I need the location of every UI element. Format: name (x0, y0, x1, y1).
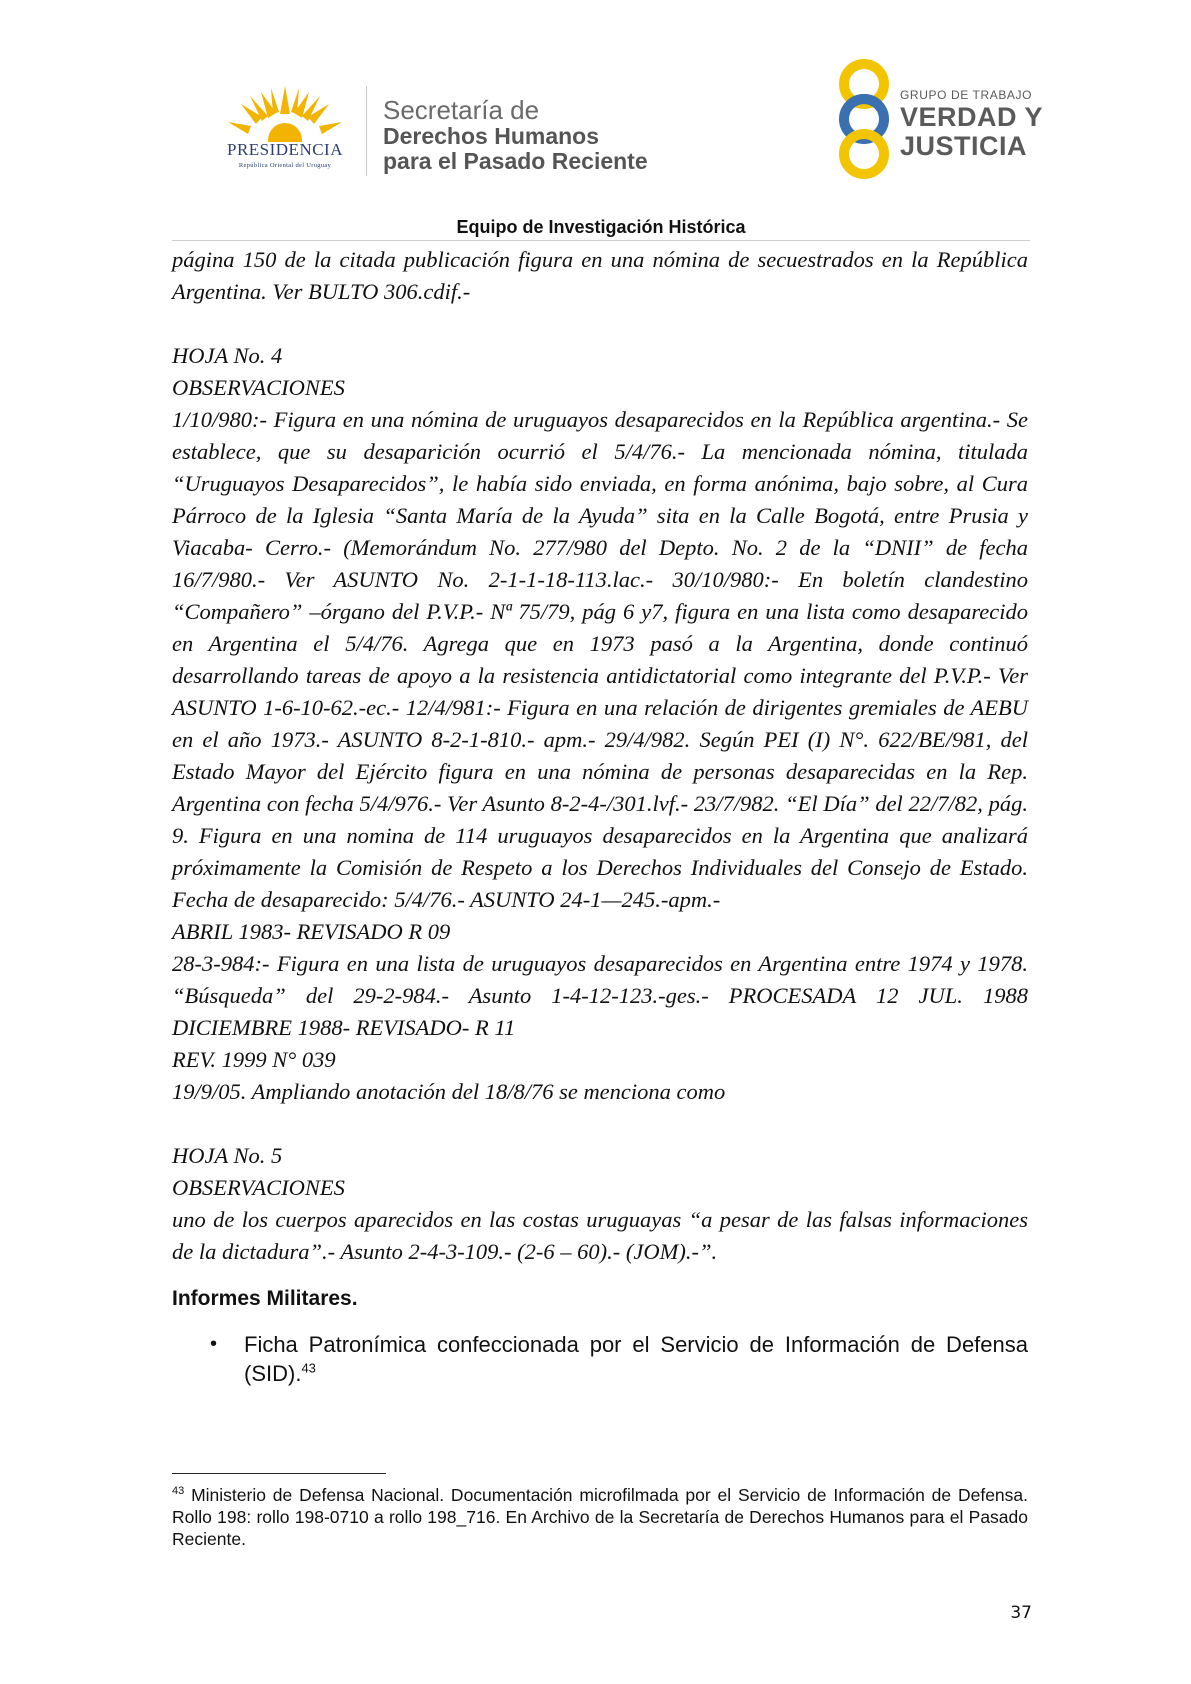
page-number: 37 (1010, 1603, 1032, 1623)
list-item (210, 1330, 1028, 1388)
secretaria-line2: Derechos Humanos (383, 123, 600, 149)
team-title: Equipo de Investigación Histórica (456, 217, 746, 237)
secretaria-line1: Secretaría de (383, 95, 540, 125)
grupo-trabajo-label: GRUPO DE TRABAJO (900, 88, 1033, 102)
hoja5-subtitle: OBSERVACIONES (172, 1175, 345, 1200)
logo-divider (366, 86, 367, 176)
grupo-trabajo-text (900, 88, 1043, 161)
intro-paragraph: página 150 de la citada publicación figura en una nómina de secuestrados en la República Argentina. Ver BULTO 306.cdif.- (172, 247, 1028, 304)
presidencia-logo (205, 84, 365, 176)
footnote-reference[interactable]: 43 (301, 1360, 316, 1376)
footnote-text: Ministerio de Defensa Nacional. Documentación microfilmada por el Servicio de Información de Defensa. Rollo 198: rollo 198-0710 a rollo 198_716. En Archivo de la Secretaría de Derechos Humanos para el Pasado Reciente. (172, 1485, 1028, 1549)
hoja5-paragraph: uno de los cuerpos aparecidos en las costas uruguayas “a pesar de las falsas informaciones de la dictadura”.- Asunto 2-4-3-109.- (2-6 – 60).- (JOM).-”. (172, 1207, 1028, 1264)
hoja4-paragraph2: 28-3-984:- Figura en una lista de uruguayos desaparecidos en Argentina entre 1974 y 1978. “Búsqueda” del 29-2-984.- Asunto 1-4-12-123.-ges.- PROCESADA 12 JUL. 1988 DICIEMBRE 1988- REVISADO- R 11 (172, 951, 1028, 1040)
hoja4-revision2: REV. 1999 N° 039 (172, 1047, 336, 1072)
hoja5-title: HOJA No. 5 (172, 1143, 283, 1168)
bullet-text: Ficha Patronímica confeccionada por el Servicio de Información de Defensa (SID). (244, 1332, 1028, 1386)
hoja4-last-line: 19/9/05. Ampliando anotación del 18/8/76 se menciona como (172, 1079, 726, 1104)
sun-icon (223, 84, 347, 142)
bullet-list (172, 1330, 1028, 1388)
spacer (172, 308, 1028, 340)
spacer (172, 1108, 1028, 1140)
footnote-rule (172, 1473, 386, 1474)
presidencia-subtitle: República Oriental del Uruguay (238, 162, 332, 169)
header-rule (172, 240, 1030, 241)
footnote (172, 1484, 1028, 1550)
footnote-number: 43 (172, 1485, 185, 1498)
presidencia-name: PRESIDENCIA (226, 140, 343, 159)
hoja4-title: HOJA No. 4 (172, 343, 283, 368)
page-header (0, 0, 1191, 235)
secretaria-logo-text (383, 96, 648, 174)
hoja4-paragraph: 1/10/980:- Figura en una nómina de uruguayos desaparecidos en la República argentina.- Se establece, que su desaparición ocurrió el 5/4/76.- La mencionada nómina, titulada “Uruguayos Desaparecidos”, le había sido enviada, en forma anónima, bajo sobre, al Cura Párroco de la Iglesia “Santa María de la Ayuda” sita en la Calle Bogotá, entre Prusia y Viacaba- Cerro.- (Memorándum No. 277/980 del Depto. No. 2 de la “DNII” de fecha 16/7/980.- Ver ASUNTO No. 2-1-1-18-113.lac.- 30/10/980:- En boletín clandestino “Compañero” –órgano del P.V.P.- Nª 75/79, pág 6 y7, figura en una lista como desaparecido en Argentina el 5/4/76. Agrega que en 1973 pasó a la Argentina, donde continuó desarrollando tareas de apoyo a la resistencia antidictatorial como integrante del P.V.P.- Ver ASUNTO 1-6-10-62.-ec.- 12/4/981:- Figura en una relación de dirigentes gremiales de AEBU en el año 1973.- ASUNTO 8-2-1-810.- apm.- 29/4/982. Según PEI (I) N°. 622/BE/981, del Estado Mayor del Ejército figura en una nómina de personas desaparecidas en la Rep. Argentina con fecha 5/4/976.- Ver Asunto 8-2-4-/301.lvf.- 23/7/982. “El Día” del 22/7/82, pág. 9. Figura en una nomina de 114 uruguayos desaparecidos en la Argentina que analizará próximamente la Comisión de Respeto a los Derechos Individuales del Consejo de Estado. Fecha de desaparecido: 5/4/76.- ASUNTO 24-1—245.-apm.- (172, 407, 1028, 912)
hoja4-revision1: ABRIL 1983- REVISADO R 09 (172, 919, 451, 944)
bullet-icon: • (210, 1333, 218, 1355)
hoja4-subtitle: OBSERVACIONES (172, 375, 345, 400)
verdad-label: VERDAD Y (900, 102, 1044, 132)
verdad-justicia-rings-icon (824, 58, 904, 180)
secretaria-line3: para el Pasado Reciente (383, 148, 648, 174)
section-heading: Informes Militares. (172, 1287, 358, 1310)
page-content (172, 244, 1028, 1388)
justicia-label: JUSTICIA (900, 131, 1028, 161)
